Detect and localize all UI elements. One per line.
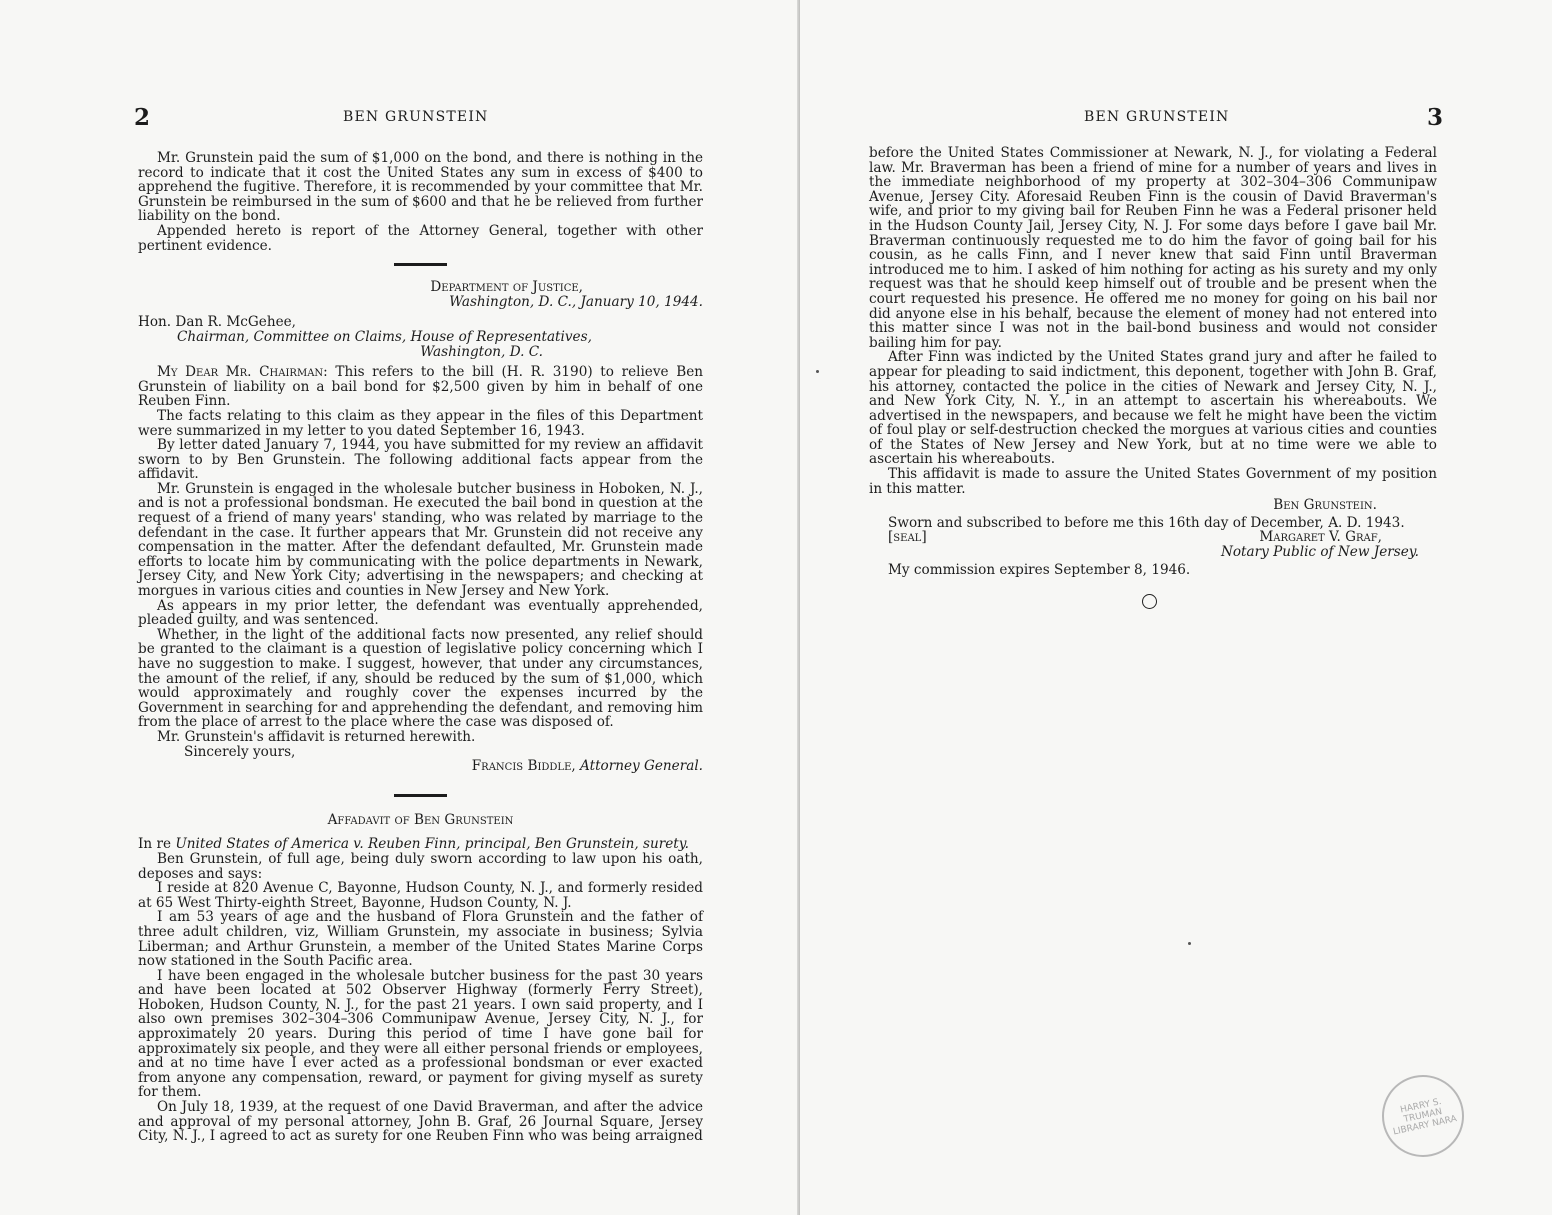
- right-column: [869, 146, 1437, 577]
- letter-paragraph: Whether, in the light of the additional facts now presented, any relief should be granted to the claimant is a question of legislative policy concerning which I have no suggestion to make. I suggest, however, that under any circumstances, the amount of the relief, if any, should be reduced by the sum of $1,000, which would approximately and roughly cover the expenses incurred by the Government in searching for and apprehending the defendant, and removing him from the place of arrest to the place where the case was disposed of.: [138, 626, 703, 731]
- signer-title: Attorney General.: [580, 758, 703, 775]
- notary-title: Notary Public of New Jersey.: [1220, 544, 1419, 561]
- affidavit-paragraph: After Finn was indicted by the United States grand jury and after he failed to appear for pleading to said indictment, this deponent, together with John B. Graf, his attorney, contacted the police in the cities of Newark and Jersey City, N. J., and New York City, N. Y., in an attempt to ascertain his whereabouts. We advertised in the newspapers, and because we felt he might have been the victim of foul play or self-destruction checked the morgues at various cities and counties of the States of New Jersey and New York, but at no time were we able to ascertain his whereabouts.: [869, 349, 1437, 468]
- letter-paragraph: The facts relating to this claim as they appear in the files of this Department were summarized in my letter to you dated September 16, 1943.: [138, 407, 703, 439]
- letter-paragraph: By letter dated January 7, 1944, you have submitted for my review an affidavit sworn to by Ben Grunstein. The following additional facts appear from the affidavit.: [138, 437, 703, 483]
- letter-paragraph: Mr. Grunstein is engaged in the wholesale butcher business in Hoboken, N. J., and is not a professional bondsman. He executed the bail bond in question at the request of a friend of many years' standing, who was related by marriage to the defendant in the case. It further appears that Mr. Grunstein did not receive any compensation in the matter. After the defendant defaulted, Mr. Grunstein made efforts to locate him by communicating with the police departments in Newark, Jersey City, and New York City; advertising in the newspapers; and checking at morgues in various cities and counties in New Jersey and New York.: [138, 480, 703, 600]
- page-number: 2: [134, 104, 151, 131]
- archive-stamp: [1374, 1067, 1471, 1164]
- letter-dateline: Washington, D. C., January 10, 1944.: [449, 293, 703, 310]
- signer-name: Francis Biddle,: [471, 758, 576, 775]
- in-re-prefix: In re: [138, 836, 171, 853]
- letter-paragraph: My Dear Mr. Chairman: This refers to the bill (H. R. 3190) to relieve Ben Grunstein of liability on a bail bond for $2,500 given by him in behalf of one Reuben Finn.: [138, 364, 704, 410]
- letter-paragraph: Mr. Grunstein's affidavit is returned herewith.: [157, 728, 476, 745]
- letter-closing: Sincerely yours,: [184, 743, 296, 760]
- in-re-case: United States of America v. Reuben Finn, principal, Ben Grunstein, surety.: [175, 836, 689, 853]
- paper-speck: [1188, 942, 1191, 945]
- affidavit-paragraph: I am 53 years of age and the husband of Flora Grunstein and the father of three adult children, viz, William Grunstein, my associate in business; Sylvia Liberman; and Arthur Grunstein, a member of the United States Marine Corps now stationed in the South Pacific area.: [138, 909, 703, 970]
- affidavit-paragraph: Ben Grunstein, of full age, being duly sworn according to law upon his oath, deposes and says:: [138, 850, 703, 882]
- addressee-title: Chairman, Committee on Claims, House of Representatives,: [177, 328, 592, 345]
- addressee-name: Hon. Dan R. McGehee,: [138, 314, 296, 331]
- affidavit-continuation: before the United States Commissioner at Newark, N. J., for violating a Federal law. Mr. Braverman has been a friend of mine for a number of years and lives in the immediate neighborhood of my property at 302–304–306 Communipaw Avenue, Jersey City. Aforesaid Reuben Finn is the cousin of David Braverman's wife, and prior to my giving bail for Reuben Finn he was a Federal prisoner held in the Hudson County Jail, Jersey City, N. J. For some days before I gave bail Mr. Braverman continuously requested me to do him the favor of going bail for his cousin, as he calls Finn, and I never knew that said Finn until Braverman introduced me to him. I asked of him nothing for acting as his surety and my only request was that he should keep himself out of trouble and be present when the court requested his presence. He offered me no money for going on his bail nor did anyone else in his behalf, because the element of money had not entered into this matter since I was not in the bail-bond business and would not consider bailing him for pay.: [869, 145, 1437, 351]
- notary-block: [869, 530, 1437, 545]
- affidavit-paragraph: I reside at 820 Avenue C, Bayonne, Hudson County, N. J., and formerly resided at 65 West Thirty-eighth Street, Bayonne, Hudson County, N. J.: [138, 880, 703, 911]
- archive-stamp-text: HARRY S. TRUMAN LIBRARY NARA: [1392, 1096, 1458, 1138]
- addressee-city: Washington, D. C.: [420, 343, 543, 360]
- paper-speck: [816, 370, 819, 373]
- right-page: [800, 0, 1552, 1215]
- jurat: Sworn and subscribed to before me this 16th day of December, A. D. 1943.: [888, 514, 1405, 531]
- running-head: BEN GRUNSTEIN: [343, 109, 489, 125]
- section-divider: [394, 263, 447, 266]
- letter-dept: Department of Justice,: [430, 279, 583, 296]
- section-divider: [394, 794, 447, 797]
- letter-paragraph: As appears in my prior letter, the defendant was eventually apprehended, pleaded guilty, and was sentenced.: [138, 597, 703, 629]
- notary-name: Margaret V. Graf,: [1259, 529, 1382, 546]
- letter-signature: [138, 759, 703, 774]
- intro-paragraph: Mr. Grunstein paid the sum of $1,000 on the bond, and there is nothing in the record to indicate that it cost the United States any sum in excess of $400 to apprehend the fugitive. Therefore, it is recommended by your committee that Mr. Grunstein be reimbursed in the sum of $600 and that he be relieved from further liability on the bond.: [138, 150, 703, 225]
- seal-label: [seal]: [888, 529, 927, 546]
- running-head: BEN GRUNSTEIN: [1084, 109, 1230, 125]
- intro-paragraph: Appended hereto is report of the Attorney General, together with other pertinent evidence.: [138, 222, 703, 254]
- left-column: [138, 151, 703, 1144]
- page-number: 3: [1427, 104, 1444, 131]
- commission-expiry: My commission expires September 8, 1946.: [888, 561, 1191, 578]
- salutation: My Dear Mr. Chairman:: [157, 364, 328, 381]
- in-re-line: [138, 837, 703, 852]
- affidavit-paragraph: On July 18, 1939, at the request of one David Braverman, and after the advice and approval of my personal attorney, John B. Graf, 26 Journal Square, Jersey City, N. J., I agreed to act as surety for one Reuben Finn who was being arraigned: [138, 1099, 703, 1145]
- affidavit-heading: Affadavit of Ben Grunstein: [327, 811, 514, 828]
- affidavit-paragraph: This affidavit is made to assure the United States Government of my position in this matter.: [869, 466, 1437, 497]
- affidavit-paragraph: I have been engaged in the wholesale butcher business for the past 30 years and have been located at 502 Observer Highway (formerly Ferry Street), Hoboken, Hudson County, N. J., for the past 21 years. I own said property, and I also own premises 302–304–306 Communipaw Avenue, Jersey City, N. J., for approximately 20 years. During this period of time I have gone bail for approximately six people, and they were all either personal friends or employees, and at no time have I ever acted as a professional bondsman or ever exacted from anyone any compensation, reward, or payment for giving myself as surety for them.: [138, 967, 703, 1101]
- end-of-document-mark: [1142, 594, 1157, 609]
- deponent-signature: Ben Grunstein.: [1273, 497, 1377, 514]
